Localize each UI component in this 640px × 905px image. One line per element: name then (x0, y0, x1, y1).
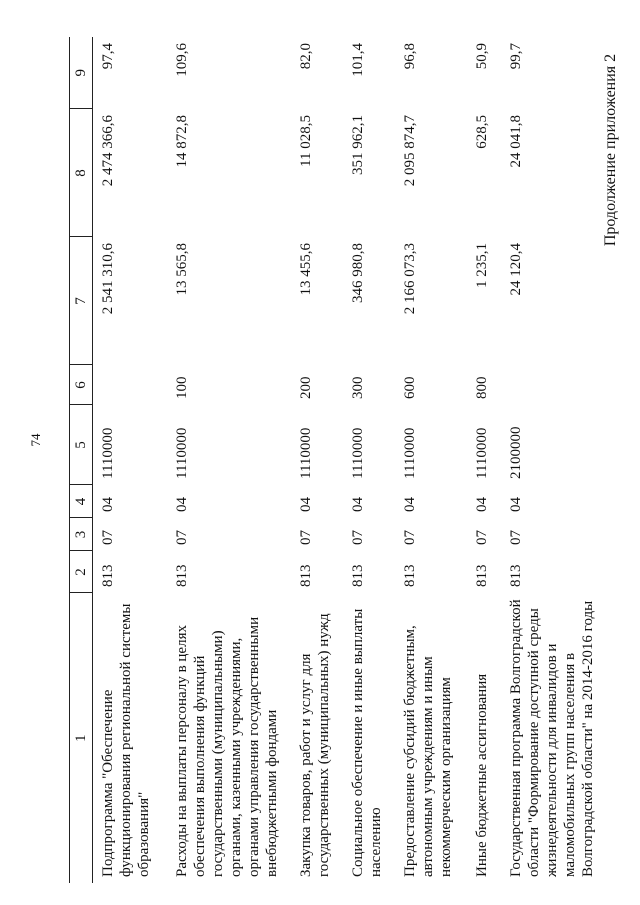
ministry-code: 813 (473, 564, 490, 587)
execution-percent: 96,8 (401, 43, 418, 70)
execution-percent: 99,7 (507, 43, 524, 70)
actual-amount: 2 474 366,6 (100, 115, 116, 187)
section-code: 07 (473, 530, 490, 545)
header-row (70, 37, 93, 883)
target-code: 1110000 (100, 427, 116, 479)
row-name: Государственная программа Волгоградской области "Формирование доступной среды жизнедеятельности для инвалидов и маломобильных групп населения в Волгоградской области" на 2014-2016 годы (507, 599, 596, 877)
column-header: 6 (70, 365, 93, 405)
ministry-code: 813 (173, 564, 190, 587)
execution-percent: 101,4 (349, 43, 366, 77)
column-header: 2 (70, 551, 93, 593)
table-row (167, 37, 291, 883)
subsection-code: 04 (349, 497, 366, 512)
table-row (343, 37, 395, 883)
budget-table-container (69, 37, 599, 883)
table-row (501, 37, 621, 883)
section-code: 07 (401, 530, 418, 545)
expense-type-code: 800 (473, 376, 490, 399)
ministry-code: 813 (100, 564, 116, 587)
execution-percent: 97,4 (100, 43, 116, 70)
table-row (291, 37, 343, 883)
ministry-code: 813 (507, 564, 524, 587)
target-code: 1110000 (349, 427, 366, 479)
section-code: 07 (297, 530, 314, 545)
expense-type-code (93, 365, 167, 405)
plan-amount: 2 541 310,6 (100, 243, 116, 315)
subsection-code: 04 (173, 497, 190, 512)
actual-amount: 11 028,5 (297, 115, 314, 167)
subsection-code: 04 (297, 497, 314, 512)
ministry-code: 813 (349, 564, 366, 587)
row-name: Расходы на выплаты персоналу в целях обеспечения выполнения функций государственными (муниципальными) органами, казенными учреждениями, органами управления государственными внебюджетными фондами (173, 616, 280, 877)
target-code: 2100000 (507, 426, 524, 479)
subsection-code: 04 (401, 497, 418, 512)
section-code: 07 (100, 530, 116, 545)
ministry-code: 813 (297, 564, 314, 587)
ministry-code: 813 (401, 564, 418, 587)
subsection-code: 04 (507, 497, 524, 512)
plan-amount: 2 166 073,3 (401, 243, 418, 315)
expense-type-code: 300 (349, 376, 366, 399)
expense-type-code: 600 (401, 376, 418, 399)
target-code: 1110000 (297, 427, 314, 479)
execution-percent: 50,9 (473, 43, 490, 70)
column-header: 5 (70, 405, 93, 485)
actual-amount: 24 041,8 (507, 115, 524, 168)
row-name: Социальное обеспечение и иные выплаты населению (349, 608, 384, 877)
column-header: 8 (70, 109, 93, 237)
row-name: Предоставление субсидий бюджетным, автономным учреждениям и иным некоммерческим организациям (401, 625, 454, 877)
plan-amount: 346 980,8 (349, 243, 366, 303)
section-code: 07 (173, 530, 190, 545)
column-header: 3 (70, 518, 93, 551)
expense-type-code: 200 (297, 376, 314, 399)
actual-amount: 14 872,8 (173, 115, 190, 168)
column-header: 7 (70, 237, 93, 365)
page-number: 74 (28, 433, 43, 447)
subsection-code: 04 (473, 497, 490, 512)
appendix-continuation-note: Продолжение приложения 2 (602, 53, 619, 247)
plan-amount: 13 455,6 (297, 243, 314, 296)
section-code: 07 (349, 530, 366, 545)
plan-amount: 1 235,1 (473, 243, 490, 288)
target-code: 1110000 (473, 427, 490, 479)
row-name: Подпрограмма "Обеспечение функционирования региональной системы образования" (100, 603, 152, 877)
actual-amount: 2 095 874,7 (401, 115, 418, 187)
plan-amount: 13 565,8 (173, 243, 190, 296)
table-row (467, 37, 501, 883)
column-header: 9 (70, 37, 93, 109)
budget-table (69, 37, 621, 883)
actual-amount: 628,5 (473, 115, 490, 149)
table-row (395, 37, 467, 883)
target-code: 1110000 (401, 427, 418, 479)
row-name: Иные бюджетные ассигнования (473, 673, 490, 877)
section-code: 07 (507, 530, 524, 545)
expense-type-code: 100 (173, 376, 190, 399)
actual-amount: 351 962,1 (349, 115, 366, 175)
column-header: 1 (70, 593, 93, 883)
subsection-code: 04 (100, 497, 116, 512)
execution-percent: 109,6 (173, 43, 190, 77)
table-row (93, 37, 167, 883)
target-code: 1110000 (173, 427, 190, 479)
plan-amount: 24 120,4 (507, 243, 524, 296)
row-name: Закупка товаров, работ и услуг для государственных (муниципальных) нужд (297, 613, 332, 877)
column-header: 4 (70, 485, 93, 518)
execution-percent: 82,0 (297, 43, 314, 70)
expense-type-code (501, 365, 621, 405)
